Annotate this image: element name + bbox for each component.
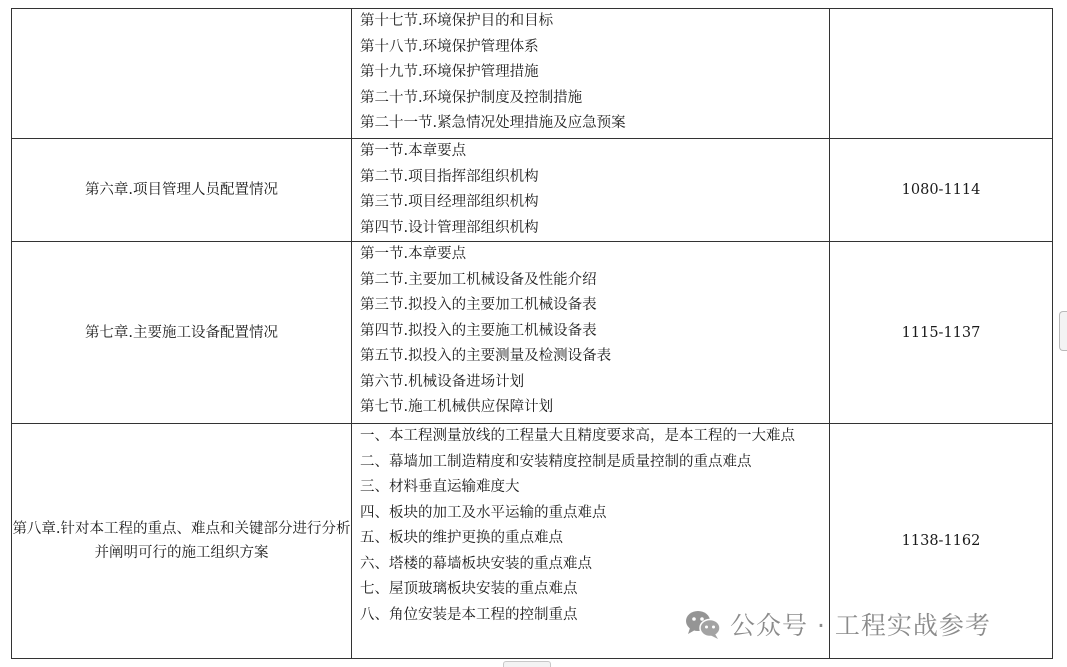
bottom-resize-handle[interactable] <box>503 661 551 667</box>
section-item: 第二节.主要加工机械设备及性能介绍 <box>360 271 597 288</box>
section-item: 二、幕墙加工制造精度和安装精度控制是质量控制的重点难点 <box>360 453 752 470</box>
chapter-cell <box>12 9 352 139</box>
section-item: 第四节.设计管理部组织机构 <box>360 219 539 236</box>
wechat-icon <box>684 608 722 640</box>
section-item: 八、角位安装是本工程的控制重点 <box>360 606 578 623</box>
watermark-text: 公众号 · 工程实战参考 <box>730 611 991 640</box>
section-item: 六、塔楼的幕墙板块安装的重点难点 <box>360 555 592 572</box>
chapter-cell: 第八章.针对本工程的重点、难点和关键部分进行分析并阐明可行的施工组织方案 <box>12 424 352 659</box>
page-range-cell: 1115-1137 <box>830 242 1053 424</box>
section-item: 第十八节.环境保护管理体系 <box>360 38 539 55</box>
section-item: 第十七节.环境保护目的和目标 <box>360 13 554 29</box>
section-item: 第一节.本章要点 <box>360 143 467 159</box>
section-item: 第三节.项目经理部组织机构 <box>360 194 539 210</box>
section-item: 五、板块的维护更换的重点难点 <box>360 530 563 546</box>
watermark <box>684 604 991 644</box>
section-item: 第二十节.环境保护制度及控制措施 <box>360 89 583 106</box>
table-row <box>12 139 1053 242</box>
page-range-cell: 1138-1162 <box>830 424 1053 659</box>
page-range-cell <box>830 9 1053 139</box>
section-item: 第三节.拟投入的主要加工机械设备表 <box>360 297 597 313</box>
section-item: 第四节.拟投入的主要施工机械设备表 <box>360 322 597 339</box>
section-item: 七、屋顶玻璃板块安装的重点难点 <box>360 581 578 597</box>
sections-cell <box>352 139 830 242</box>
page-range-cell: 1080-1114 <box>830 139 1053 242</box>
section-item: 第七节.施工机械供应保障计划 <box>360 399 554 415</box>
table-row <box>12 242 1053 424</box>
section-item: 三、材料垂直运输难度大 <box>360 479 520 495</box>
table-row <box>12 9 1053 139</box>
chapter-cell: 第七章.主要施工设备配置情况 <box>12 242 352 424</box>
section-item: 四、板块的加工及水平运输的重点难点 <box>360 504 607 521</box>
section-item: 第十九节.环境保护管理措施 <box>360 64 539 80</box>
toc-table <box>11 8 1053 659</box>
section-item: 第六节.机械设备进场计划 <box>360 373 525 390</box>
section-item: 第二节.项目指挥部组织机构 <box>360 168 539 185</box>
side-scroll-tab[interactable] <box>1059 311 1067 351</box>
section-item: 第二十一节.紧急情况处理措施及应急预案 <box>360 115 626 131</box>
section-item: 第五节.拟投入的主要测量及检测设备表 <box>360 348 612 364</box>
section-item: 一、本工程测量放线的工程量大且精度要求高，是本工程的一大难点 <box>360 428 795 444</box>
sections-cell <box>352 9 830 139</box>
chapter-cell: 第六章.项目管理人员配置情况 <box>12 139 352 242</box>
sections-cell <box>352 242 830 424</box>
section-item: 第一节.本章要点 <box>360 246 467 262</box>
